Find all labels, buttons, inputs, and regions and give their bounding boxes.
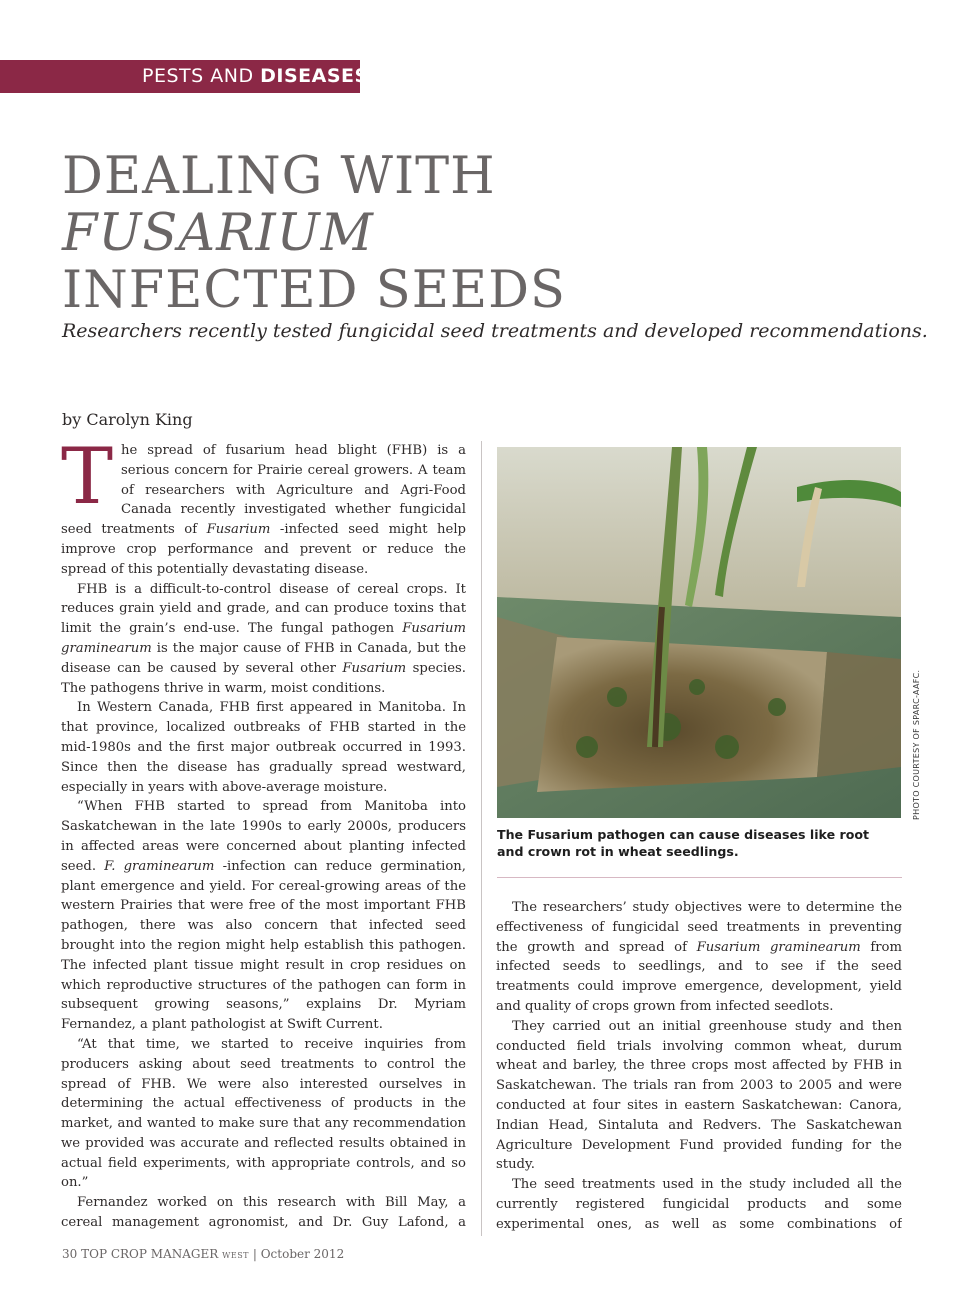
paragraph	[61, 580, 466, 699]
text-run: species. The pathogens thrive in warm, moist conditions.	[61, 660, 466, 696]
text-run: is the major cause of FHB in Canada, but the disease can be caused by several other	[61, 640, 466, 676]
text-run: FHB is a difficult-to-control disease of cereal crops. It reduces grain yield and grade, and can produce toxins that limit the grain’s end-use. The fungal pathogen	[61, 581, 466, 637]
text-run: from infected seeds to seedlings, and to see if the seed treatments could improve emergence, development, yield and quality of crops grown from infected seedlots.	[496, 939, 902, 1014]
issue-date: October 2012	[260, 1247, 345, 1261]
drop-cap: T	[61, 441, 114, 522]
magazine-edition: WEST	[222, 1251, 250, 1260]
right-column	[496, 898, 902, 1236]
byline: by Carolyn King	[62, 410, 193, 429]
footer-separator: |	[252, 1247, 257, 1261]
paragraph	[496, 898, 902, 1017]
paragraph: They carried out an initial greenhouse study and then conducted field trials involving common wheat, durum wheat and barley, the three crops most affected by FHB in Saskatchewan. The trials ran from 2003 to 2005 and were conducted at four sites in eastern Saskatchewan: Canora, Indian Head, Sintaluta and Redvers. The Saskatchewan Agriculture Development Fund provided funding for the study.	[496, 1018, 902, 1173]
italic-run: Fusarium	[342, 660, 407, 676]
article-deck: Researchers recently tested fungicidal seed treatments and developed recommendations.	[62, 320, 928, 342]
section-label	[0, 60, 369, 93]
seedling-photo	[497, 447, 901, 818]
paragraph: The seed treatments used in the study included all the currently registered fungicidal products and some experimental ones, as well as some combinations of	[496, 1177, 902, 1232]
article-headline	[62, 148, 566, 319]
section-emphasis: DISEASES	[260, 65, 369, 87]
page-footer	[62, 1247, 344, 1261]
headline-line-1: DEALING WITH	[62, 147, 496, 206]
caption-divider	[497, 877, 902, 878]
magazine-name: TOP CROP MANAGER	[81, 1247, 219, 1261]
italic-run: Fusarium graminearum	[61, 621, 466, 656]
text-run: -infected seed might help improve crop performance and prevent or reduce the spread of this potentially devastating disease.	[61, 522, 466, 577]
paragraph	[61, 441, 466, 580]
headline-line-3: INFECTED SEEDS	[62, 261, 566, 320]
column-divider	[481, 441, 482, 1236]
text-run: -infection can reduce germination, plant emergence and yield. For cereal-growing areas of the western Prairies that were free of the most important FHB pathogen, there was also concern that infected seed brought into the region might help establish this pathogen. The infected plant tissue might result in crop residues on which reproductive structures of the pathogen can form in subsequent growing seasons,” explains Dr. Myriam Fernandez, a plant pathologist at Swift Current.	[61, 858, 466, 1033]
page-number: 30	[62, 1247, 78, 1261]
text-run: “When FHB started to spread from Manitoba into Saskatchewan in the late 1990s to early 2000s, producers in affected areas were concerned about planting infected seed.	[61, 799, 466, 874]
italic-run: F. graminearum	[104, 858, 215, 874]
left-column	[61, 441, 466, 1236]
paragraph	[61, 797, 466, 1035]
text-run: he spread of fusarium head blight (FHB) is a serious concern for Prairie cereal growers. A team of researchers with Agriculture and Agri-Food Canada recently investigated whether fungicidal seed treatments of	[61, 443, 466, 538]
seedling-illustration	[497, 447, 901, 818]
paragraph: Fernandez worked on this research with Bill May, a cereal management agronomist, and Dr. Guy Lafond, a	[61, 1195, 466, 1231]
paragraph: In Western Canada, FHB first appeared in Manitoba. In that province, localized outbreaks of FHB started in the mid-1980s and the first major outbreak occurred in 1993. Since then the disease has gradually spread westward, especially in years with above-average moisture.	[61, 700, 466, 795]
photo-caption: The Fusarium pathogen can cause diseases like root and crown rot in wheat seedlings.	[497, 827, 870, 859]
headline-line-2: FUSARIUM	[62, 204, 374, 263]
text-run: The researchers’ study objectives were to determine the effectiveness of fungicidal seed treatments in preventing the growth and spread of	[496, 900, 902, 955]
italic-run: Fusarium graminearum	[696, 939, 861, 955]
paragraph: “At that time, we started to receive inquiries from producers asking about seed treatments to control the spread of FHB. We were also interested ourselves in determining the actual effectiveness of products in the market, and wanted to make sure that any recommendation we provided was accurate and reflected results obtained in actual field experiments, with appropriate controls, and so on.”	[61, 1036, 466, 1191]
photo-credit: PHOTO COURTESY OF SPARC-AAFC.	[912, 669, 921, 820]
italic-run: Fusarium	[206, 522, 271, 538]
section-prefix: PESTS AND	[142, 65, 261, 87]
